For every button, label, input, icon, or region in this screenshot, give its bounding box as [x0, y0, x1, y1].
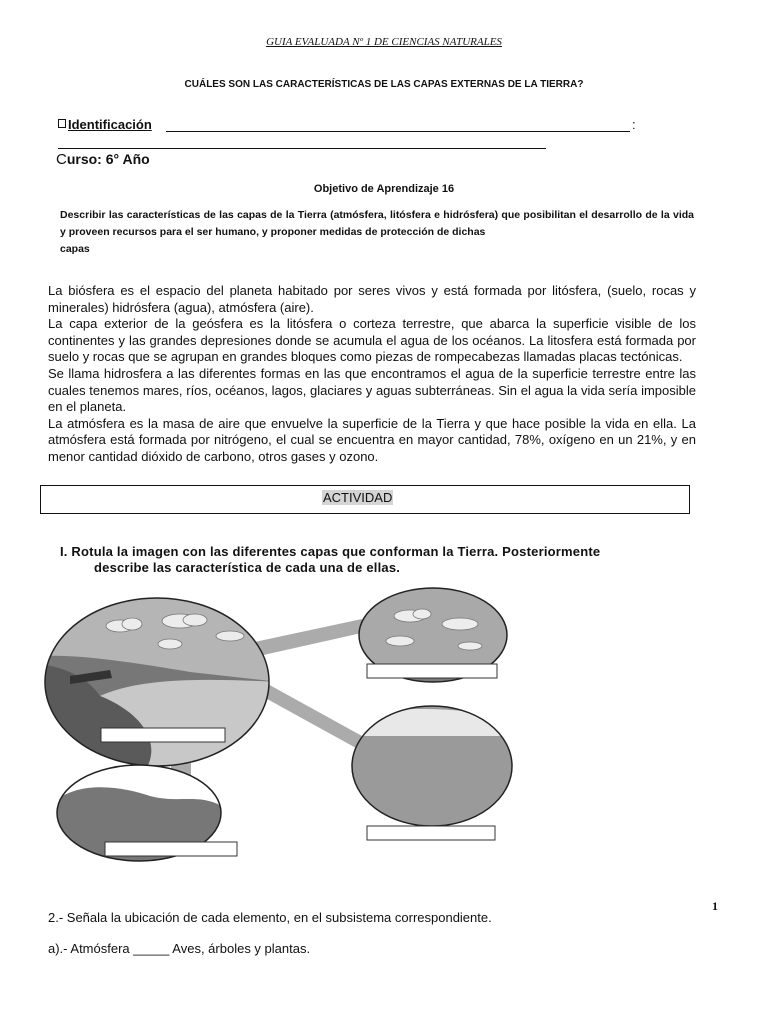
label-box-hydrosphere[interactable]	[367, 826, 495, 840]
paragraph-hydrosphere: Se llama hidrosfera a las diferentes formas en las que encontramos el agua de la superficie terrestre entre las cuales tenemos mares, ríos, océanos, lagos, glaciares y aguas subterráneas. Sin el agua la vida sería imposible en el planeta.	[48, 365, 696, 415]
paragraph-biosphere: La biósfera es el espacio del planeta habitado por seres vivos y está formada por litósfera, (suelo, rocas y minerales) hidrósfera (agua), atmósfera (aire).	[48, 283, 696, 315]
task-1: I. Rotula la imagen con las diferentes capas que conforman la Tierra. Posteriormente describe las característica de cada una de ellas.	[60, 544, 601, 575]
item-a: a).- Atmósfera _____ Aves, árboles y plantas.	[48, 941, 311, 956]
paragraph-lithosphere: La capa exterior de la geósfera es la litósfera o corteza terrestre, que abarca la superficie visible de los continentes y las grandes depresiones donde se acumula el agua de los océanos. La litosfera está formada por suelo y rocas que se agrupan en grandes bloques como piezas de rompecabezas llamadas placas tectónicas.	[48, 316, 696, 365]
guide-title: GUIA EVALUADA Nº 1 DE CIENCIAS NATURALES	[266, 36, 502, 48]
identification-label: Identificación	[68, 117, 152, 132]
paragraph-atmosphere: La atmósfera es la masa de aire que envuelve la superficie de la Tierra y que hace posible la vida en ella. La atmósfera está formada por nitrógeno, el cual se encuentra en mayor cantidad, 78%, oxígeno en un 21%, y en menor cantidad dióxido de carbono, otros gases y ozono.	[48, 415, 696, 464]
identification-second-line	[58, 148, 546, 149]
label-box-lithosphere[interactable]	[105, 842, 237, 856]
objective-title: Objetivo de Aprendizaje 16	[313, 183, 455, 195]
activity-label: ACTIVIDAD	[323, 490, 393, 505]
identification-row	[58, 117, 152, 132]
objective-description: Describir las características de las capas de la Tierra (atmósfera, litósfera e hidrósfera) que posibilitan el desarrollo de la vida y proveen recursos para el ser humano, y proponer medidas de protección de dichas capas	[60, 209, 694, 255]
label-box-main[interactable]	[101, 728, 225, 742]
hydrosphere-circle	[340, 696, 540, 836]
task-2: 2.- Señala la ubicación de cada elemento, en el subsistema correspondiente.	[48, 910, 492, 925]
main-earth-circle	[40, 586, 280, 786]
body-text	[48, 283, 696, 466]
earth-layers-diagram	[40, 586, 540, 866]
connector-top	[245, 619, 366, 658]
identification-colon: :	[632, 117, 636, 132]
course-label: Curso: 6° Año	[56, 151, 150, 168]
main-question: CUÁLES SON LAS CARACTERÍSTICAS DE LAS CAPAS EXTERNAS DE LA TIERRA?	[184, 79, 584, 90]
checkbox-icon	[58, 119, 66, 128]
page-number: 1	[712, 899, 718, 913]
identification-blank-line	[166, 131, 630, 132]
label-box-atmosphere[interactable]	[367, 664, 497, 678]
